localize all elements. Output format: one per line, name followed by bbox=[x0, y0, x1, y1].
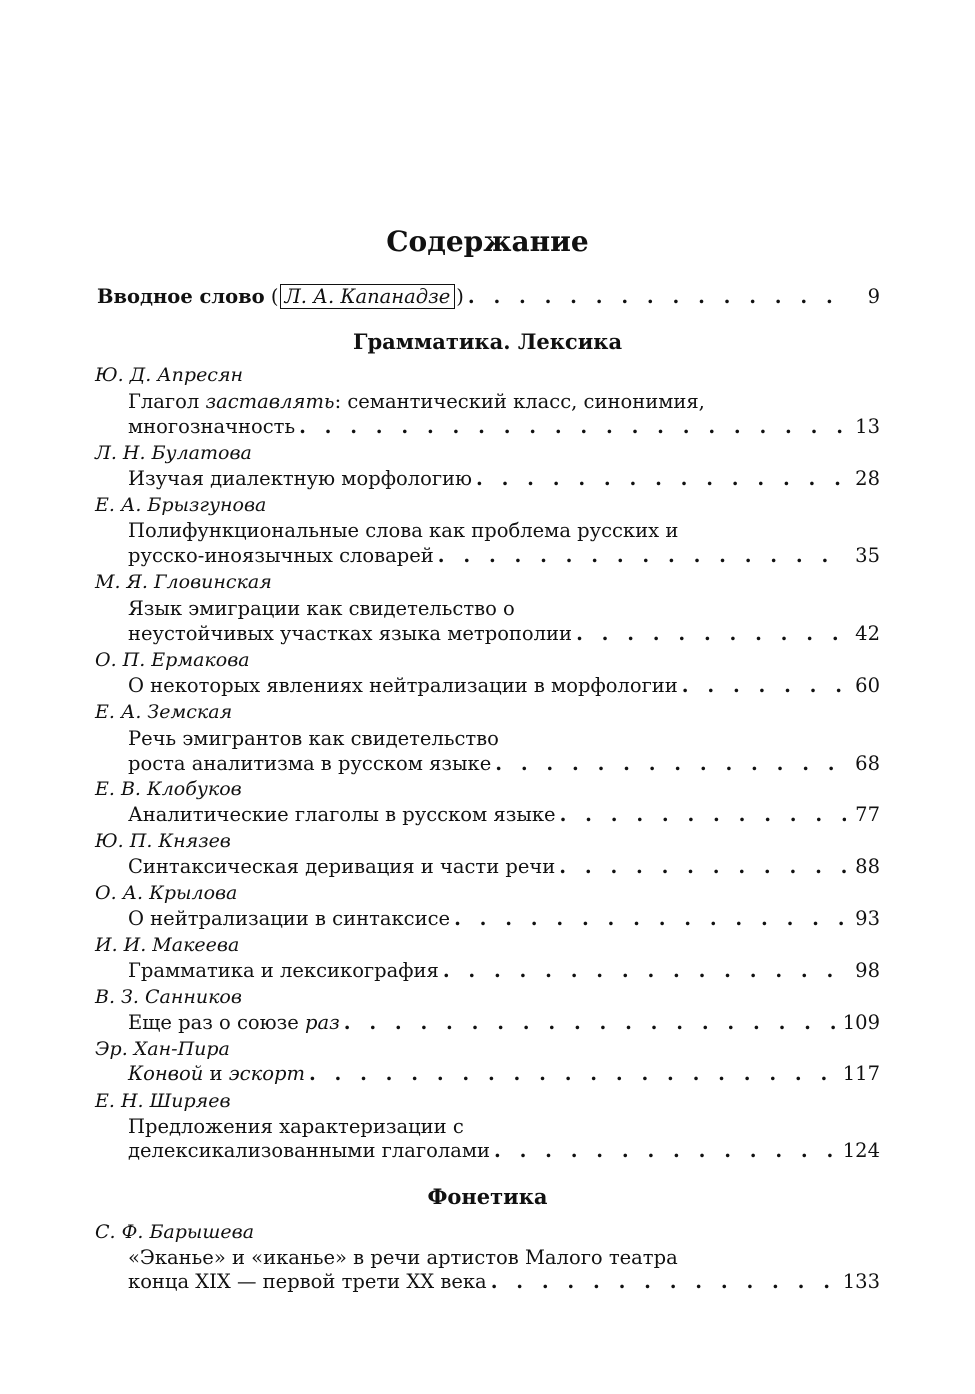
page-number: 109 bbox=[842, 1011, 880, 1034]
author-bryzgunova: Е. А. Брызгунова bbox=[95, 494, 267, 516]
dot-leader bbox=[468, 283, 846, 311]
author-knyazev: Ю. П. Князев bbox=[95, 830, 231, 852]
page-title: Содержание bbox=[386, 225, 589, 258]
toc-entry-khan-pira[interactable]: Конвой и эскорт . . . 117 bbox=[128, 1060, 880, 1088]
toc-entry-bulatova[interactable]: Изучая диалектную морфологию . . . 28 bbox=[128, 465, 880, 493]
page-number: 13 bbox=[855, 415, 880, 438]
toc-entry-zemskaya[interactable]: роста аналитизма в русском языке . . . 68 bbox=[128, 750, 880, 778]
entry-title-line: Полифункциональные слова как проблема русских и bbox=[128, 519, 679, 542]
author-glovinskaya: М. Я. Гловинская bbox=[95, 571, 272, 593]
section-heading-phonetics: Фонетика bbox=[427, 1184, 548, 1209]
author-klobukov: Е. В. Клобуков bbox=[95, 778, 242, 800]
page-number: 60 bbox=[855, 674, 880, 697]
dot-leader bbox=[494, 1137, 839, 1165]
entry-title-line: Речь эмигрантов как свидетельство bbox=[128, 727, 499, 750]
author-khan-pira: Эр. Хан-Пира bbox=[95, 1038, 230, 1060]
toc-entry-bryzgunova[interactable]: русско-иноязычных словарей . . . 35 bbox=[128, 542, 880, 570]
dot-leader bbox=[443, 957, 846, 985]
author-ermakova: О. П. Ермакова bbox=[95, 649, 250, 671]
dot-leader bbox=[560, 801, 846, 829]
dot-leader bbox=[309, 1060, 839, 1088]
author-bulatova: Л. Н. Булатова bbox=[95, 442, 252, 464]
page-number: 77 bbox=[855, 803, 880, 826]
page-number: 98 bbox=[855, 959, 880, 982]
entry-title-line: «Эканье» и «иканье» в речи артистов Малого театра bbox=[128, 1246, 678, 1269]
entry-title-line: Глагол заставлять: семантический класс, синонимия, bbox=[128, 390, 705, 413]
author-zemskaya: Е. А. Земская bbox=[95, 701, 233, 723]
dot-leader bbox=[299, 413, 846, 441]
intro-author-boxed: Л. А. Капанадзе bbox=[280, 284, 456, 309]
toc-entry-intro[interactable] bbox=[97, 283, 880, 311]
toc-entry-sannikov[interactable]: Еще раз о союзе раз . . . 109 bbox=[128, 1009, 880, 1037]
dot-leader bbox=[491, 1268, 839, 1296]
page-number: 93 bbox=[855, 907, 880, 930]
toc-entry-knyazev[interactable]: Синтаксическая деривация и части речи . . . 88 bbox=[128, 853, 880, 881]
page-number: 133 bbox=[842, 1270, 880, 1293]
toc-entry-krylova[interactable]: О нейтрализации в синтаксисе . . . 93 bbox=[128, 905, 880, 933]
page-number: 28 bbox=[855, 467, 880, 490]
toc-entry-barysheva[interactable]: конца XIX — первой трети XX века . . . 133 bbox=[128, 1268, 880, 1296]
toc-entry-makeeva[interactable]: Грамматика и лексикография . . . 98 bbox=[128, 957, 880, 985]
dot-leader bbox=[438, 542, 846, 570]
toc-entry-klobukov[interactable]: Аналитические глаголы в русском языке . . . 77 bbox=[128, 801, 880, 829]
dot-leader bbox=[559, 853, 846, 881]
dot-leader bbox=[682, 672, 846, 700]
dot-leader bbox=[495, 750, 846, 778]
page-number: 88 bbox=[855, 855, 880, 878]
page-number: 9 bbox=[867, 285, 880, 308]
page-number: 68 bbox=[855, 752, 880, 775]
author-shiryaev: Е. Н. Ширяев bbox=[95, 1090, 231, 1112]
toc-entry-shiryaev[interactable]: делексикализованными глаголами . . . 124 bbox=[128, 1137, 880, 1165]
author-krylova: О. А. Крылова bbox=[95, 882, 238, 904]
dot-leader bbox=[344, 1009, 839, 1037]
toc-entry-apresyan[interactable]: многозначность . . . 13 bbox=[128, 413, 880, 441]
author-sannikov: В. З. Санников bbox=[95, 986, 242, 1008]
dot-leader bbox=[576, 620, 846, 648]
dot-leader bbox=[476, 465, 846, 493]
entry-title-line: Предложения характеризации с bbox=[128, 1115, 464, 1138]
toc-entry-glovinskaya[interactable]: неустойчивых участках языка метрополии . . . 42 bbox=[128, 620, 880, 648]
page-number: 35 bbox=[855, 544, 880, 567]
author-apresyan: Ю. Д. Апресян bbox=[95, 364, 244, 386]
dot-leader bbox=[454, 905, 846, 933]
author-makeeva: И. И. Макеева bbox=[95, 934, 240, 956]
section-heading-grammar: Грамматика. Лексика bbox=[352, 329, 623, 354]
intro-title: Вводное слово ( Л. А. Капанадзе ) bbox=[97, 285, 464, 308]
author-barysheva: С. Ф. Барышева bbox=[95, 1221, 255, 1243]
page-number: 117 bbox=[842, 1062, 880, 1085]
page-number: 124 bbox=[842, 1139, 880, 1162]
toc-entry-ermakova[interactable]: О некоторых явлениях нейтрализации в морфологии . . . 60 bbox=[128, 672, 880, 700]
page-number: 42 bbox=[855, 622, 880, 645]
entry-title-line: Язык эмиграции как свидетельство о bbox=[128, 597, 515, 620]
